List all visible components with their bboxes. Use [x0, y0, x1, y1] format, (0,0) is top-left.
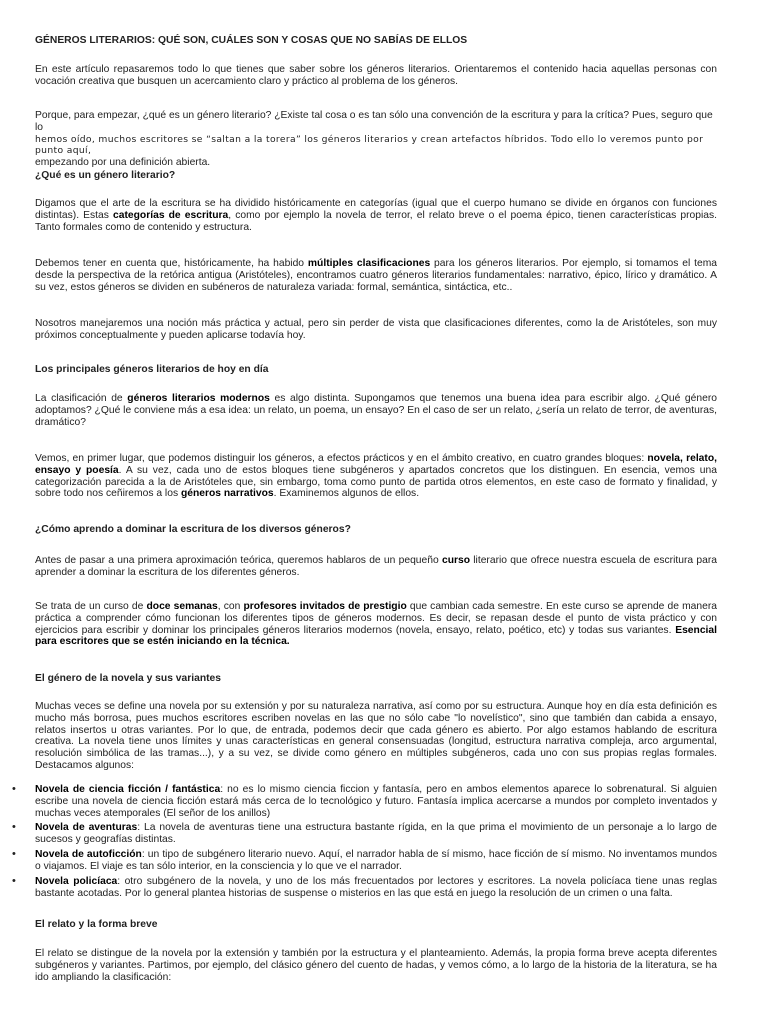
s3-p2-text-c: , con	[217, 601, 244, 612]
s1-p1-bold: categorías de escritura	[113, 209, 229, 221]
s2-p1-text-c: es algo distinta. Supongamos que tenemos una buena idea para escribir algo. ¿Qué género adoptamos? ¿Qué le conviene más a esa idea: un relato, un poema, un ensayo? En el caso de ser un relato, ¿sería un relato de terror, de aventuras, dramático?	[35, 393, 717, 428]
list-item-text: : un tipo de subgénero literario nuevo. Aquí, el narrador habla de sí mismo, hace ficción de sí mismo. No inventamos mundos o viajamos. El viaje es tan sólo interior, en la consciencia y lo que ve el narrador.	[35, 849, 717, 872]
bullet-icon: •	[12, 875, 16, 887]
bullet-icon: •	[12, 848, 16, 860]
s1-paragraph-3: Nosotros manejaremos una noción más práctica y actual, pero sin perder de vista que clasificaciones diferentes, como la de Aristóteles, son muy próximos conceptualmente y pueden aplicarse todavía hoy.	[35, 318, 717, 341]
intro-p2-line-c: empezando por una definición abierta.	[35, 157, 211, 169]
s3-paragraph-1	[35, 555, 717, 579]
s2-p1-text-a: La clasificación de	[35, 393, 128, 404]
intro-paragraph-2	[35, 110, 717, 169]
s1-paragraph-1	[35, 198, 717, 233]
s3-paragraph-2	[35, 601, 717, 648]
s2-p2-text-a: Vemos, en primer lugar, que podemos distinguir los géneros, a efectos prácticos y en el ámbito creativo, en cuatro grandes bloques:	[35, 453, 648, 464]
s5-paragraph-1: El relato se distingue de la novela por la extensión y también por la estructura y el planteamiento. Además, la propia forma breve acepta diferentes subgéneros y variantes. Partimos, por ejemplo, del clásico género del cuento de hadas, y vemos cómo, a lo largo de la historia de la literatura, se ha ido ampliando la clasificación:	[35, 948, 717, 983]
heading-principales-generos: Los principales géneros literarios de hoy en día	[35, 364, 269, 375]
s3-p2-text-e: que cambian cada semestre. En este curso se aprende de manera práctica a comprender cómo funcionan los diferentes tipos de géneros modernos. Es decir, se repasan desde el punto de vista práctico y con ejercicios para escribir y dominar los principales géneros literarios modernos (novela, ensayo, relato, poético, etc) y todas sus variantes.	[35, 601, 718, 636]
s3-p2-bold-2: profesores invitados de prestigio	[243, 601, 407, 612]
s3-p2-bold-1: doce semanas	[146, 601, 218, 612]
list-item	[12, 848, 717, 873]
list-item-term: Novela de ciencia ficción / fantástica	[35, 784, 221, 795]
list-item-text: : La novela de aventuras tiene una estructura bastante rígida, en la que prima el movimiento de un personaje a lo largo de sucesos y geografías distintas.	[35, 822, 717, 845]
intro-p2-line-a: Porque, para empezar, ¿qué es un género literario? ¿Existe tal cosa o es tan sólo una convención de la escritura y para la crítica? Pues, seguro que lo	[35, 110, 713, 133]
bullet-icon: •	[12, 783, 16, 795]
list-item-text: : no es lo mismo ciencia ficcion y fantasía, pero en ambos elementos aparece lo sobrenatural. Si alguien escribe una novela de ciencia ficción estará más cerca de lo tecnológico y futuro. Fantasía implica acercarse a mundos por completo inventados y muchas veces atemporales (El señor de los anillos)	[35, 784, 717, 819]
s1-p2-bold: múltiples clasificaciones	[307, 258, 431, 269]
s2-paragraph-2	[35, 453, 717, 500]
s1-p1-text-a: Digamos que el arte de la escritura se ha dividido históricamente en categorías (igual que el cuerpo humano se divide en órganos con funciones distintas). Estas	[35, 198, 717, 221]
heading-relato-forma-breve: El relato y la forma breve	[35, 919, 158, 930]
s3-p2-bold-3: Esencial para escritores que se estén iniciando en la técnica.	[35, 624, 717, 648]
heading-que-es-genero: ¿Qué es un género literario?	[35, 170, 176, 181]
s3-p1-text-a: Antes de pasar a una primera aproximación teórica, queremos hablaros de un pequeño	[35, 555, 442, 566]
intro-paragraph-1: En este artículo repasaremos todo lo que tienes que saber sobre los géneros literarios. Orientaremos el contenido hacia aquellas personas con vocación creativa que busquen un acercamiento claro y práctico al problema de los géneros.	[35, 64, 717, 87]
s1-p2-text-a: Debemos tener en cuenta que, históricamente, ha habido	[35, 258, 308, 269]
intro-p2-line-b: hemos oído, muchos escritores se “saltan a la torera” los géneros literarios y crean artefactos híbridos. Todo ello lo veremos punto por punto aquí,	[35, 133, 704, 157]
s1-p1-text-c: , como por ejemplo la novela de terror, el relato breve o el poema épico, tienen características propias. Tanto formales como de contenido y estructura.	[35, 209, 717, 233]
s1-paragraph-2	[35, 258, 717, 293]
heading-como-aprendo: ¿Cómo aprendo a dominar la escritura de los diversos géneros?	[35, 524, 351, 535]
s3-p1-text-c: literario que ofrece nuestra escuela de escritura para aprender a dominar la escritura de los diferentes géneros.	[35, 555, 718, 578]
list-item-term: Novela de autoficción	[35, 849, 142, 860]
s1-p2-text-c: para los géneros literarios. Por ejemplo, si tomamos el tema desde la perspectiva de la retórica antigua (Aristóteles), encontramos cuatro géneros literarios fundamentales: narrativo, épico, lírico y dramático. A su vez, estos géneros se dividen en subéneros de naturaleza variada: formal, semántica, sintáctica, etc..	[35, 258, 718, 293]
heading-novela-variantes: El género de la novela y sus variantes	[35, 673, 221, 684]
s2-p2-text-c: . A su vez, cada uno de estos bloques tiene subgéneros y apartados concretos que los distinguen. En esencia, vemos una categorización parecida a la de Aristóteles que, sin embargo, toma como punto de partida otros elementos, en este caso de formato y finalidad, y sobre todo nos ceñiremos a los	[35, 464, 717, 500]
s4-paragraph-1: Muchas veces se define una novela por su extensión y por su naturaleza narrativa, así como por su estructura. Aunque hoy en día esta definición es mucho más borrosa, pues muchos escritores escriben novelas en las que no sólo cabe "lo novelístico", sino que también dan cabida a ensayo, relatos insertos u otras variantes. Por lo que, de entrada, podemos decir que cada género es abierto. Por algo estamos hablando de escritura creativa. La novela tiene unos límites y unas características en general consensuadas (longitud, estructura narrativa compleja, arco argumental, resolución simbólica de las tramas...), y a su vez, se divide como género en múltiples subgéneros, cada uno con sus propias reglas formales. Destacamos algunos:	[35, 701, 717, 771]
document-title: GÉNEROS LITERARIOS: QUÉ SON, CUÁLES SON Y COSAS QUE NO SABÍAS DE ELLOS	[35, 35, 468, 46]
list-item-term: Novela de aventuras	[35, 822, 138, 833]
list-item-text: : otro subgénero de la novela, y uno de los más frecuentados por lectores y escritores. La novela policíaca tiene unas reglas bastante acotadas. Por lo general plantea historias de suspense o misterios en las que está en juego la resolución de un crimen o una falta.	[35, 876, 717, 899]
s2-p2-text-e: . Examinemos algunos de ellos.	[273, 488, 420, 500]
s2-p1-bold: géneros literarios modernos	[127, 393, 270, 404]
list-item	[12, 783, 717, 819]
list-item	[12, 821, 717, 846]
list-item-term: Novela policíaca	[35, 876, 118, 887]
bullet-icon: •	[12, 821, 16, 833]
s2-p2-bold-1: novela, relato, ensayo y poesía	[35, 453, 717, 476]
list-item	[12, 875, 717, 900]
s2-paragraph-1	[35, 393, 717, 428]
s3-p1-bold: curso	[441, 555, 471, 566]
s2-p2-bold-2: géneros narrativos	[180, 488, 274, 500]
s3-p2-text-a: Se trata de un curso de	[35, 601, 147, 612]
